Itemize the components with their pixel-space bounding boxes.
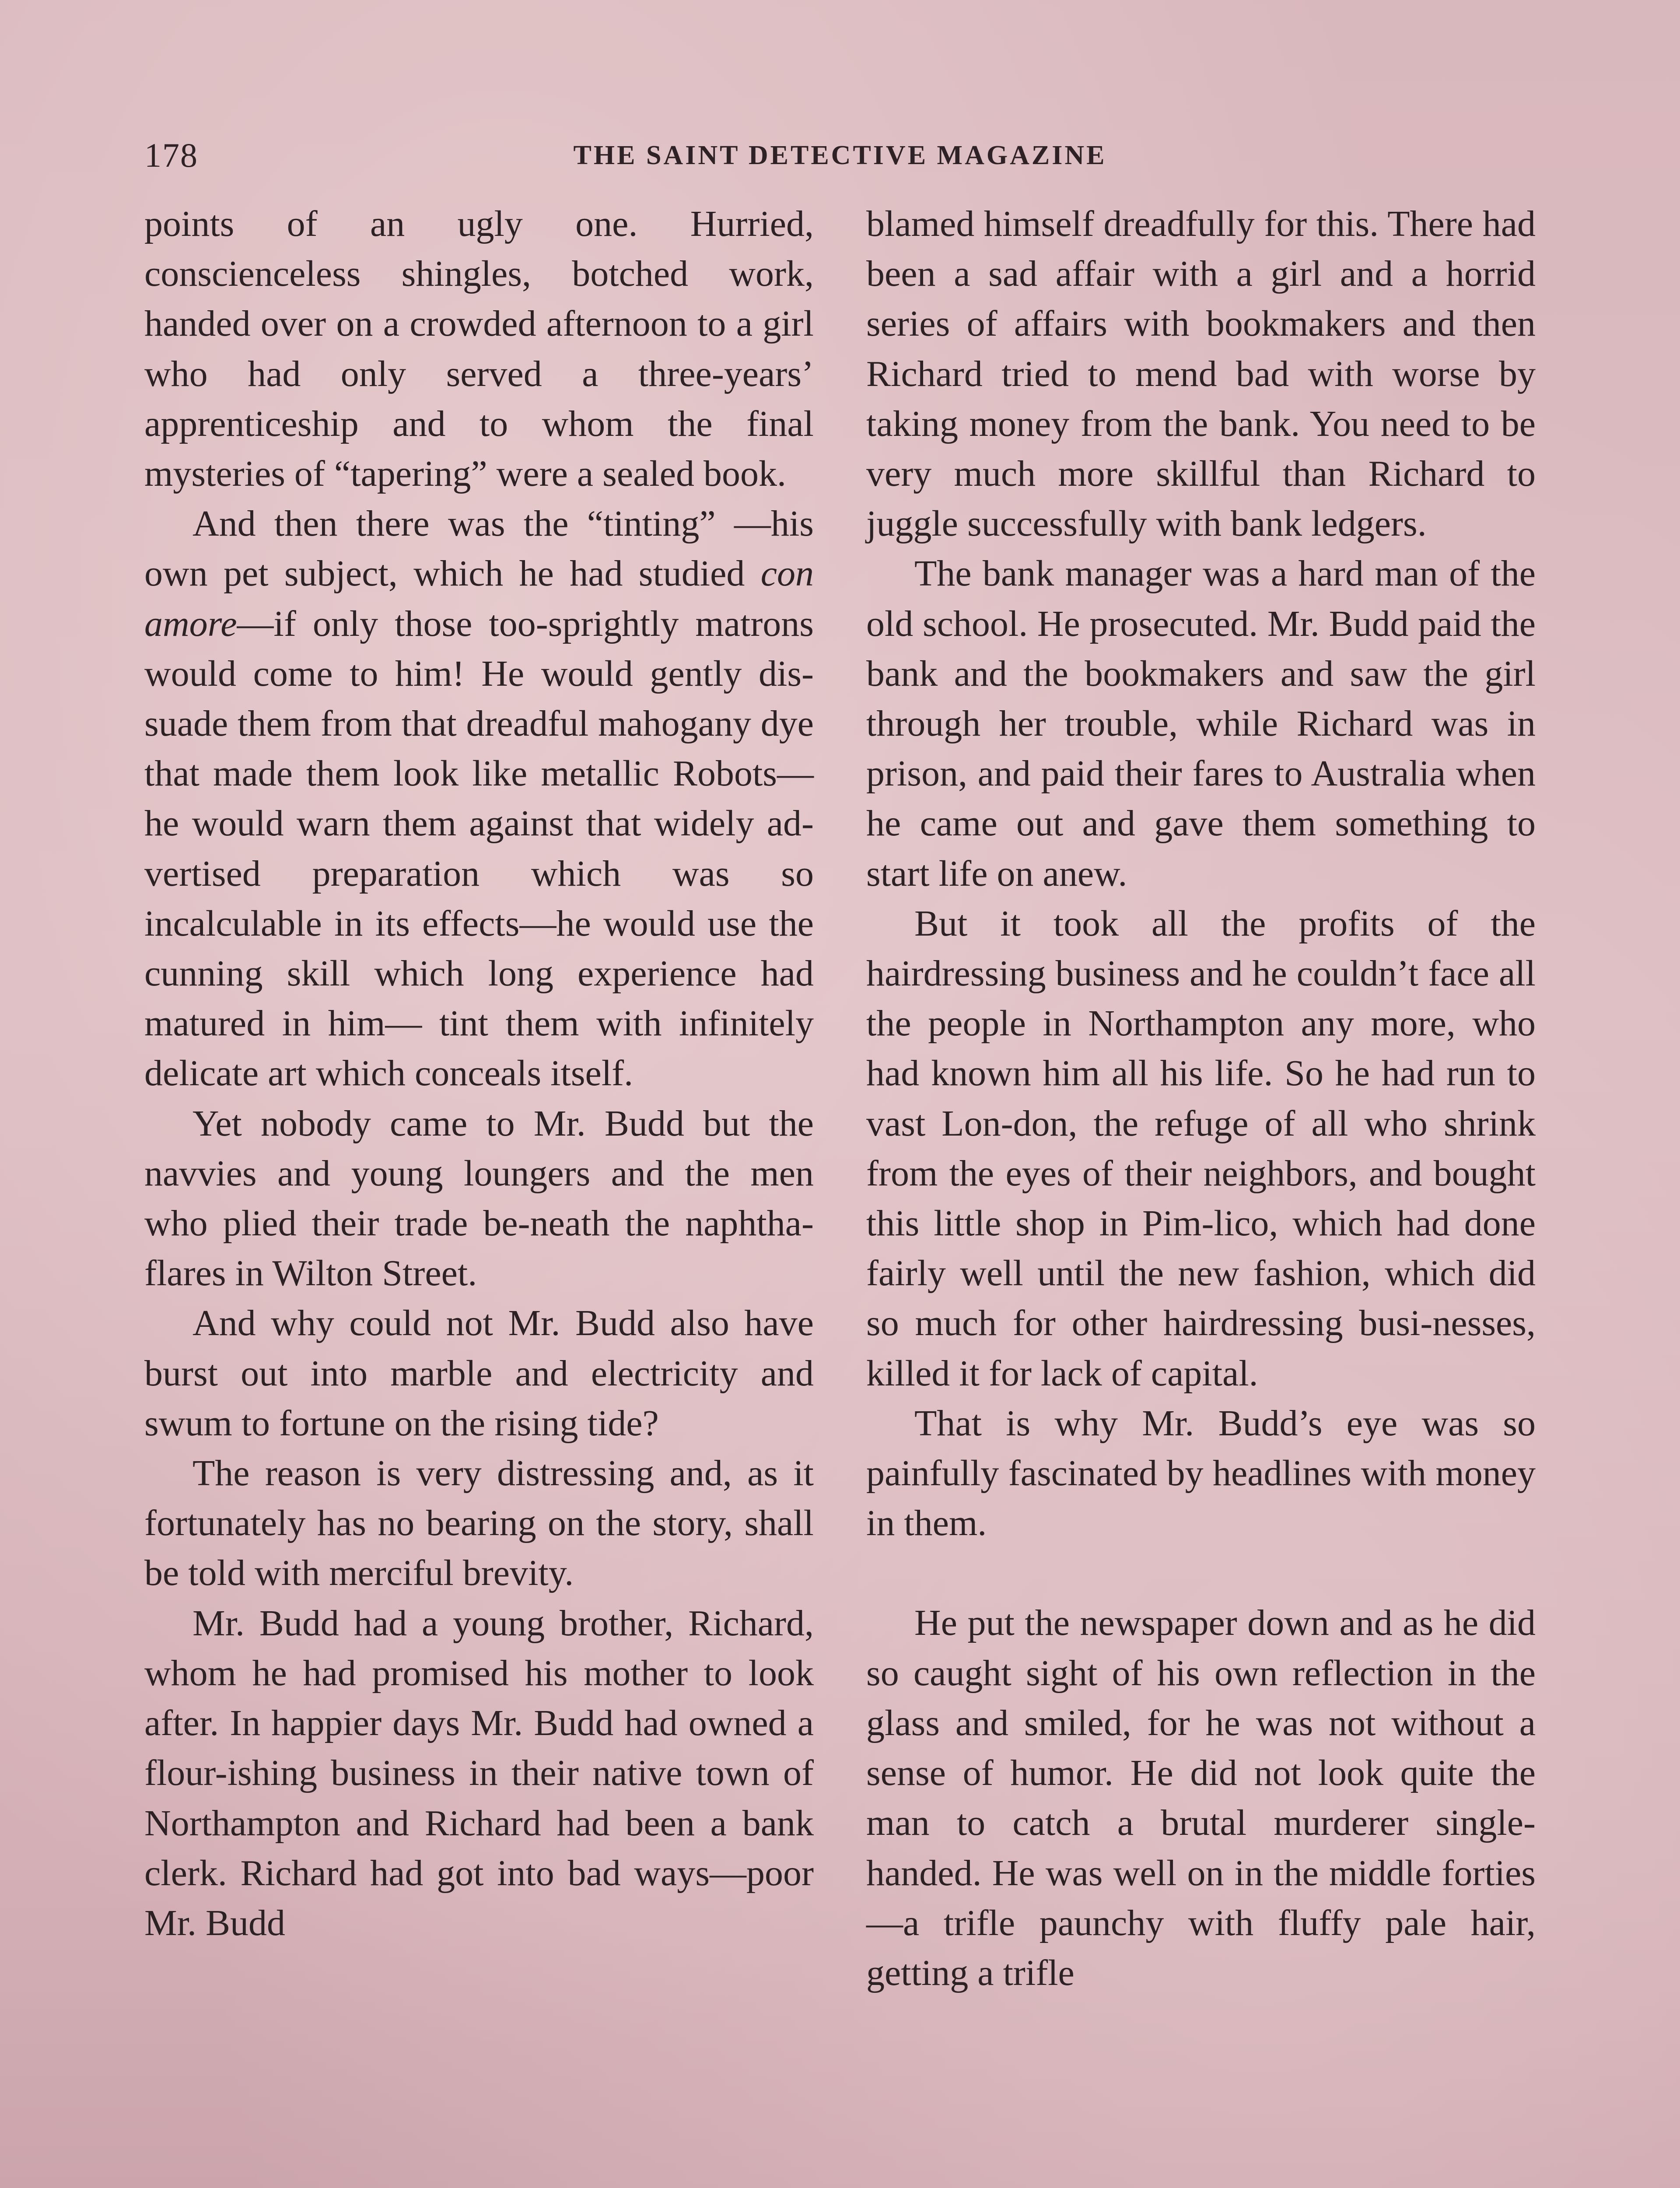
paragraph: He put the newspaper down and as he did so caught sight of his own reflection in the glass and smiled, for he was not without a sense of humor. He did not look quite the man to catch a brutal murderer single-handed. He was well on in the middle forties—a trifle paunchy with fluffy pale hair, getting a trifle	[866, 1602, 1536, 1993]
paragraph: That is why Mr. Budd’s eye was so painfully fascinated by headlines with money in them.	[866, 1403, 1536, 1544]
paragraph	[144, 499, 814, 1098]
paragraph: The reason is very distressing and, as it fortunately has no bearing on the story, shall be told with merciful brevity.	[144, 1453, 814, 1594]
paragraph: Mr. Budd had a young brother, Richard, whom he had promised his mother to look after. In happier days Mr. Budd had owned a flour-ishing business in their native town of Northampton and Richard had been a bank clerk. Richard had got into bad ways—poor Mr. Budd	[144, 1602, 814, 1943]
italic-phrase: con amore	[144, 553, 814, 644]
paragraph: But it took all the profits of the hairdressing business and he couldn’t face all the people in Northampton any more, who had known him all his life. So he had run to vast Lon-don, the refuge of all who shrink from the eyes of their neighbors, and bought this little shop in Pim-lico, which had done fairly well until the new fashion, which did so much for other hairdressing busi-nesses, killed it for lack of capital.	[866, 903, 1536, 1394]
paragraph: And why could not Mr. Budd also have burst out into marble and electricity and swum to fortune on the rising tide?	[144, 1303, 814, 1444]
paragraph: blamed himself dreadfully for this. There had been a sad affair with a girl and a horrid series of affairs with bookmakers and then Richard tried to mend bad with worse by taking money from the bank. You need to be very much more skillful than Richard to juggle successfully with bank ledgers.	[866, 203, 1536, 544]
right-column	[866, 199, 1536, 2188]
page-number: 178	[144, 136, 198, 174]
left-column	[144, 199, 814, 2188]
text-columns	[144, 199, 1536, 2188]
paragraph: The bank manager was a hard man of the old school. He prosecuted. Mr. Budd paid the bank and the bookmakers and saw the girl through her trouble, while Richard was in prison, and paid their fares to Australia when he came out and gave them something to start life on anew.	[866, 553, 1536, 894]
paragraph: points of an ugly one. Hurried, conscienceless shingles, botched work, handed over on a crowded afternoon to a girl who had only served a three-years’ apprenticeship and to whom the final mysteries of “tapering” were a sealed book.	[144, 203, 814, 494]
page-header	[144, 131, 1536, 184]
paragraph: Yet nobody came to Mr. Budd but the navvies and young loungers and the men who plied their trade be-neath the naphtha-flares in Wilton Street.	[144, 1103, 814, 1294]
paragraph-text: —if only those too-sprightly matrons would come to him! He would gently dis-suade them from that dreadful mahogany dye that made them look like metallic Robots—he would warn them against that widely ad-vertised preparation which was so incalculable in its effects—he would use the cunning skill which long experience had matured in him— tint them with infinitely delicate art which conceals itself.	[144, 603, 814, 1094]
paragraph-text: And then there was the “tinting” —his own pet subject, which he had studied	[144, 503, 814, 594]
running-head: THE SAINT DETECTIVE MAGAZINE	[573, 140, 1107, 170]
